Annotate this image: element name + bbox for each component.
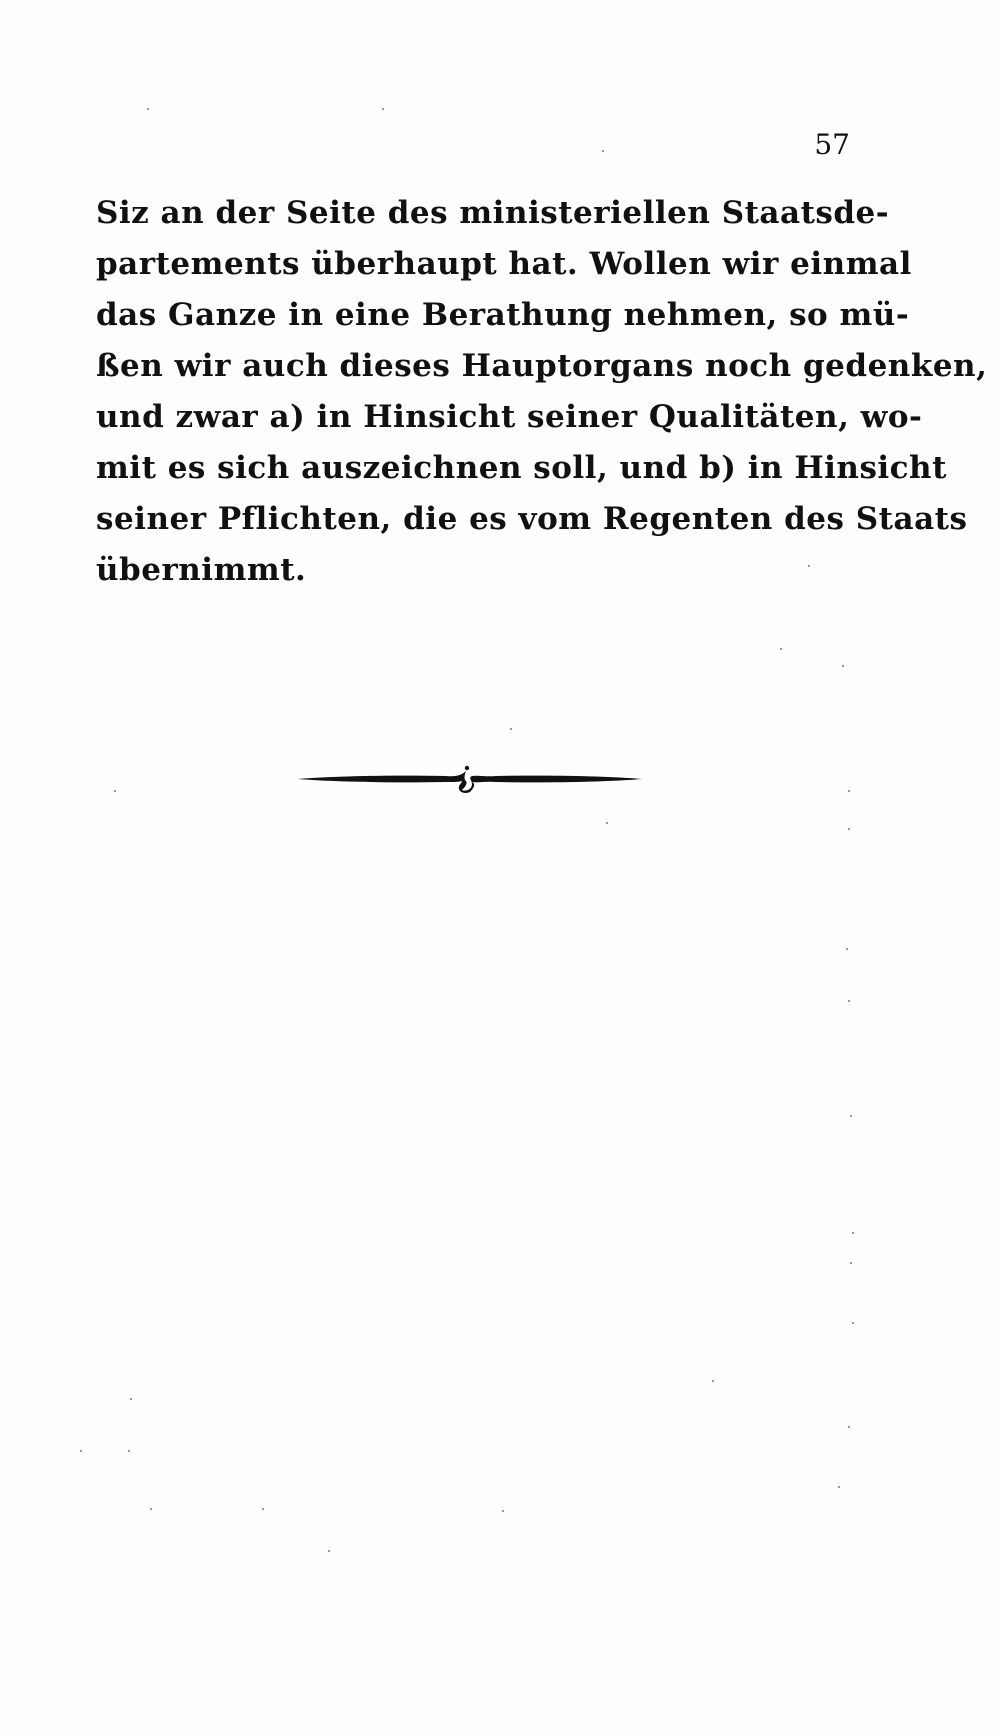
text-line: übernimmt. bbox=[96, 552, 307, 588]
text-line: partements überhaupt hat. Wollen wir einmal bbox=[96, 246, 912, 282]
paper-speck bbox=[852, 1322, 854, 1324]
body-text bbox=[96, 188, 988, 596]
page-number: 57 bbox=[814, 128, 850, 161]
text-line: das Ganze in eine Berathung nehmen, so mü- bbox=[96, 297, 910, 333]
tailpiece-ornament-icon bbox=[296, 762, 644, 796]
paper-speck bbox=[842, 665, 844, 667]
paper-speck bbox=[846, 948, 848, 950]
paper-speck bbox=[147, 108, 149, 110]
paper-speck bbox=[510, 728, 512, 730]
paper-speck bbox=[780, 648, 782, 650]
paper-speck bbox=[606, 822, 608, 824]
paper-speck bbox=[80, 1450, 82, 1452]
paper-speck bbox=[808, 565, 810, 567]
text-line: seiner Pflichten, die es vom Regenten des Staats bbox=[96, 501, 968, 537]
paper-speck bbox=[128, 1450, 130, 1452]
paper-speck bbox=[712, 1380, 714, 1382]
paper-speck bbox=[602, 150, 604, 152]
paper-speck bbox=[502, 1510, 504, 1512]
text-line: mit es sich auszeichnen soll, und b) in Hinsicht bbox=[96, 450, 947, 486]
paper-speck bbox=[382, 108, 384, 110]
paper-speck bbox=[850, 1115, 852, 1117]
text-line: Siz an der Seite des ministeriellen Staatsde- bbox=[96, 195, 890, 231]
text-line: ßen wir auch dieses Hauptorgans noch gedenken, bbox=[96, 348, 988, 384]
paper-speck bbox=[848, 1000, 850, 1002]
paper-speck bbox=[130, 1398, 132, 1400]
text-line: und zwar a) in Hinsicht seiner Qualitäten, wo- bbox=[96, 399, 923, 435]
paper-speck bbox=[328, 1550, 330, 1552]
paper-speck bbox=[114, 790, 116, 792]
paper-speck bbox=[262, 1508, 264, 1510]
paper-speck bbox=[848, 790, 850, 792]
paper-speck bbox=[852, 1232, 854, 1234]
paper-speck bbox=[150, 1508, 152, 1510]
paper-speck bbox=[850, 1262, 852, 1264]
paper-speck bbox=[848, 828, 850, 830]
paper-speck bbox=[838, 1486, 840, 1488]
paper-speck bbox=[848, 1426, 850, 1428]
